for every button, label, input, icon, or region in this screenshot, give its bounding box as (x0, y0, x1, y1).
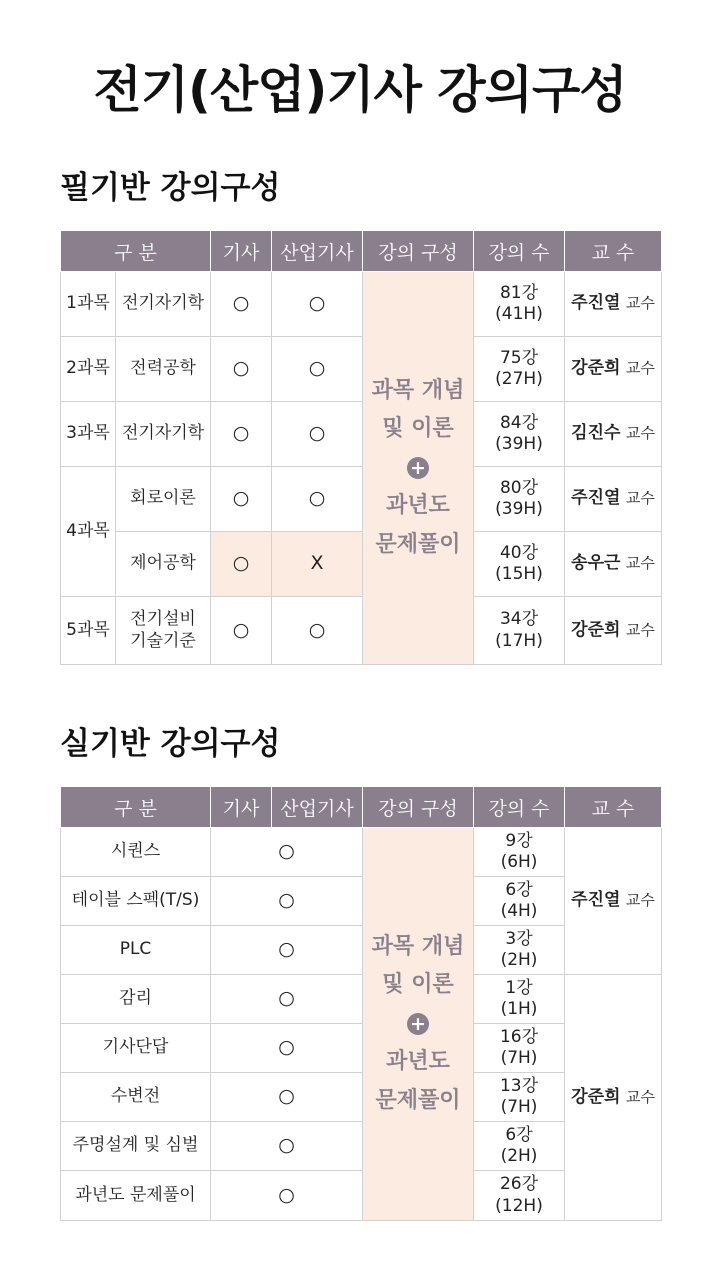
header-category: 구 분 (61, 231, 211, 272)
professor-name: 송우근 (571, 553, 621, 574)
practical-header-row (61, 787, 662, 828)
professor-name: 강준희 (571, 619, 621, 640)
gisa-mark: ○ (211, 402, 272, 467)
subject-name: PLC (61, 926, 211, 975)
lecture-count (474, 1171, 565, 1221)
lecture-count (474, 337, 565, 402)
header-category: 구 분 (61, 787, 211, 828)
professor-name: 주진열 (571, 488, 621, 509)
professor-name: 강준희 (571, 358, 621, 379)
count-value: 9강 (505, 830, 533, 851)
composition-line: 과목 개념 (371, 933, 465, 959)
lecture-count (474, 828, 565, 877)
hours-value: (7H) (500, 1097, 538, 1117)
professor (565, 337, 662, 402)
availability-mark: ○ (211, 1122, 363, 1171)
professor-name: 주진열 (571, 890, 621, 911)
hours-value: (2H) (500, 950, 538, 970)
count-value: 6강 (505, 1124, 533, 1145)
header-sanup: 산업기사 (272, 231, 363, 272)
gisa-mark: ○ (211, 597, 272, 665)
table-row (61, 337, 662, 402)
lecture-count (474, 467, 565, 532)
header-professor: 교 수 (565, 787, 662, 828)
subject-group: 4과목 (61, 467, 116, 597)
hours-value: (27H) (495, 369, 543, 389)
availability-mark: ○ (211, 975, 363, 1024)
table-row (61, 467, 662, 532)
table-row (61, 828, 662, 877)
professor (565, 402, 662, 467)
composition-line: 과년도 (386, 493, 450, 519)
professor (565, 467, 662, 532)
subject-name: 제어공학 (116, 532, 211, 597)
lecture-count (474, 975, 565, 1024)
professor-suffix: 교수 (625, 294, 655, 313)
lecture-count (474, 532, 565, 597)
subject-group: 3과목 (61, 402, 116, 467)
availability-mark: ○ (211, 828, 363, 877)
written-header-row (61, 231, 662, 272)
lecture-count (474, 402, 565, 467)
table-row (61, 402, 662, 467)
composition-line: 문제풀이 (375, 1087, 461, 1113)
table-row (61, 975, 662, 1024)
subject-name (116, 597, 211, 665)
subject-name: 기사단답 (61, 1024, 211, 1073)
written-table (60, 230, 662, 665)
hours-value: (12H) (495, 1195, 543, 1216)
hours-value: (39H) (495, 499, 543, 519)
header-composition: 강의 구성 (363, 231, 474, 272)
lecture-count (474, 926, 565, 975)
header-count: 강의 수 (474, 231, 565, 272)
count-value: 13강 (499, 1075, 539, 1096)
lecture-count (474, 877, 565, 926)
practical-section-title: 실기반 강의구성 (60, 726, 281, 762)
subject-name: 시퀀스 (61, 828, 211, 877)
professor-suffix: 교수 (625, 424, 655, 443)
availability-mark: ○ (211, 926, 363, 975)
composition-cell (363, 828, 474, 1221)
subject-line: 전기설비 (130, 609, 196, 630)
hours-value: (39H) (495, 434, 543, 454)
subject-group: 5과목 (61, 597, 116, 665)
subject-name: 회로이론 (116, 467, 211, 532)
plus-icon: + (407, 457, 429, 479)
professor-suffix: 교수 (625, 554, 655, 573)
professor (565, 532, 662, 597)
hours-value: (7H) (500, 1048, 538, 1068)
professor (565, 975, 662, 1221)
professor-suffix: 교수 (625, 891, 655, 910)
professor-name: 주진열 (571, 293, 621, 314)
count-value: 16강 (499, 1026, 539, 1047)
sanup-mark: X (272, 532, 363, 597)
table-row (61, 597, 662, 665)
subject-name: 전기자기학 (116, 402, 211, 467)
hours-value: (4H) (500, 901, 538, 921)
lecture-count (474, 1073, 565, 1122)
composition-line: 과년도 (386, 1049, 450, 1075)
composition-line: 문제풀이 (375, 531, 461, 557)
composition-cell (363, 272, 474, 665)
professor-suffix: 교수 (625, 489, 655, 508)
subject-group: 2과목 (61, 337, 116, 402)
plus-icon: + (407, 1013, 429, 1035)
header-gisa: 기사 (211, 787, 272, 828)
composition-line: 및 이론 (382, 972, 454, 998)
table-row (61, 272, 662, 337)
professor (565, 597, 662, 665)
professor-name: 강준희 (571, 1086, 621, 1107)
subject-name: 전력공학 (116, 337, 211, 402)
header-composition: 강의 구성 (363, 787, 474, 828)
header-gisa: 기사 (211, 231, 272, 272)
count-value: 6강 (505, 879, 533, 900)
professor-suffix: 교수 (625, 620, 655, 639)
sanup-mark: ○ (272, 337, 363, 402)
professor-name: 김진수 (571, 423, 621, 444)
sanup-mark: ○ (272, 467, 363, 532)
count-value: 40강 (499, 542, 539, 563)
professor-suffix: 교수 (625, 359, 655, 378)
header-professor: 교 수 (565, 231, 662, 272)
gisa-mark: ○ (211, 272, 272, 337)
header-sanup: 산업기사 (272, 787, 363, 828)
professor-suffix: 교수 (625, 1087, 655, 1106)
composition-line: 및 이론 (382, 416, 454, 442)
gisa-mark: ○ (211, 337, 272, 402)
count-value: 84강 (499, 412, 539, 433)
gisa-mark: ○ (211, 532, 272, 597)
table-row (61, 532, 662, 597)
professor (565, 828, 662, 975)
written-section-title: 필기반 강의구성 (60, 170, 281, 206)
subject-group: 1과목 (61, 272, 116, 337)
header-count: 강의 수 (474, 787, 565, 828)
sanup-mark: ○ (272, 272, 363, 337)
count-value: 80강 (499, 477, 539, 498)
lecture-count (474, 272, 565, 337)
lecture-count (474, 1024, 565, 1073)
hours-value: (6H) (500, 852, 538, 872)
lecture-count (474, 597, 565, 665)
availability-mark: ○ (211, 1073, 363, 1122)
gisa-mark: ○ (211, 467, 272, 532)
count-value: 3강 (505, 928, 533, 949)
practical-table (60, 786, 662, 1221)
hours-value: (1H) (500, 999, 538, 1019)
professor (565, 272, 662, 337)
subject-name: 과년도 문제풀이 (61, 1171, 211, 1221)
page-title: 전기(산업)기사 강의구성 (93, 61, 627, 119)
composition-line: 과목 개념 (371, 377, 465, 403)
count-value: 34강 (499, 609, 539, 630)
subject-name: 수변전 (61, 1073, 211, 1122)
count-value: 75강 (499, 347, 539, 368)
count-value: 1강 (505, 977, 533, 998)
availability-mark: ○ (211, 877, 363, 926)
subject-name: 감리 (61, 975, 211, 1024)
sanup-mark: ○ (272, 597, 363, 665)
subject-name: 전기자기학 (116, 272, 211, 337)
subject-line: 기술기준 (130, 630, 196, 651)
availability-mark: ○ (211, 1171, 363, 1221)
subject-name: 주명설계 및 심벌 (61, 1122, 211, 1171)
sanup-mark: ○ (272, 402, 363, 467)
availability-mark: ○ (211, 1024, 363, 1073)
count-value: 81강 (499, 282, 539, 303)
count-value: 26강 (499, 1174, 539, 1195)
lecture-count (474, 1122, 565, 1171)
hours-value: (2H) (500, 1146, 538, 1166)
hours-value: (15H) (495, 564, 543, 584)
hours-value: (41H) (495, 304, 543, 324)
subject-name: 테이블 스펙(T/S) (61, 877, 211, 926)
hours-value: (17H) (495, 630, 543, 651)
